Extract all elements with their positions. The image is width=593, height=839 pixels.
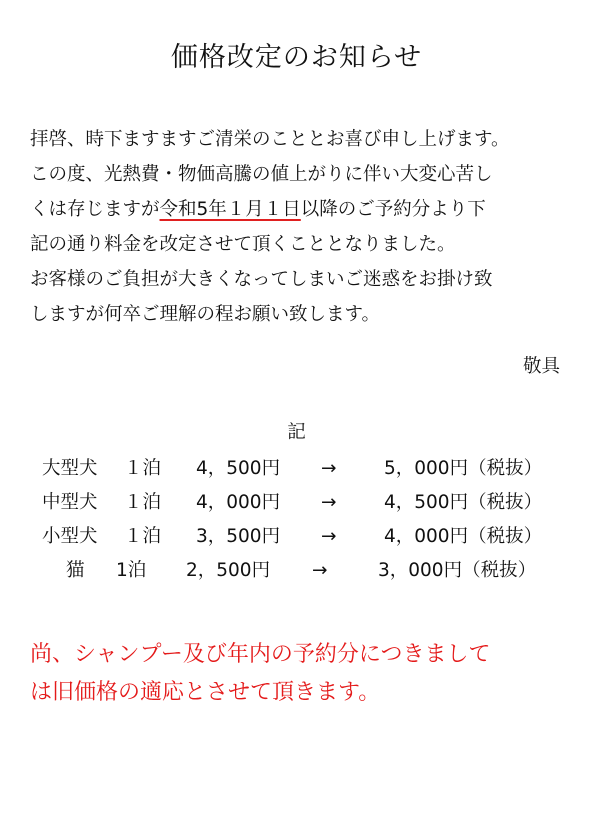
stay-length: １泊 [124, 526, 162, 547]
arrow-icon: → [321, 458, 337, 479]
pet-type: 中型犬 [42, 492, 98, 513]
old-price: 4，500円 [196, 458, 281, 479]
price-row [0, 554, 593, 588]
old-price: 2，500円 [186, 560, 271, 581]
arrow-icon: → [312, 560, 328, 581]
arrow-icon: → [321, 492, 337, 513]
stay-length: １泊 [124, 492, 162, 513]
new-price: 4，500円（税抜） [384, 492, 543, 513]
ki-heading: 記 [287, 422, 306, 443]
body-line-3 [30, 192, 570, 227]
stay-length: 1泊 [116, 560, 147, 581]
new-price: 4，000円（税抜） [384, 526, 543, 547]
pet-type: 大型犬 [42, 458, 98, 479]
body-line-5: お客様のご負担が大きくなってしまいご迷惑をお掛け致 [30, 269, 493, 290]
price-row [0, 452, 593, 486]
page-title: 価格改定のお知らせ [170, 42, 423, 73]
notice-line-2: は旧価格の適応とさせて頂きます。 [30, 680, 381, 705]
body-paragraph [30, 122, 570, 332]
pet-type: 小型犬 [42, 526, 98, 547]
notice-line-1: 尚、シャンプー及び年内の予約分につきまして [30, 642, 491, 667]
red-notice [30, 636, 570, 712]
body-line-4: 記の通り料金を改定させて頂くこととなりました。 [30, 234, 456, 255]
price-row [0, 520, 593, 554]
old-price: 3，500円 [196, 526, 281, 547]
effective-date: 令和5年１月１日 [159, 199, 301, 220]
body-line-3-post: 以降のご予約分より下 [300, 199, 486, 220]
body-line-6: しますが何卒ご理解の程お願い致します。 [30, 304, 381, 325]
closing-keigu: 敬具 [522, 356, 560, 377]
new-price: 3，000円（税抜） [378, 560, 537, 581]
pet-type: 猫 [66, 560, 85, 581]
stay-length: １泊 [124, 458, 162, 479]
arrow-icon: → [321, 526, 337, 547]
body-line-2: この度、光熱費・物価高騰の値上がりに伴い大変心苦し [30, 164, 493, 185]
old-price: 4，000円 [196, 492, 281, 513]
price-row [0, 486, 593, 520]
body-line-1: 拝啓、時下ますますご清栄のこととお喜び申し上げます。 [30, 129, 510, 150]
body-line-3-pre: くは存じますが [30, 199, 160, 220]
new-price: 5，000円（税抜） [384, 458, 543, 479]
